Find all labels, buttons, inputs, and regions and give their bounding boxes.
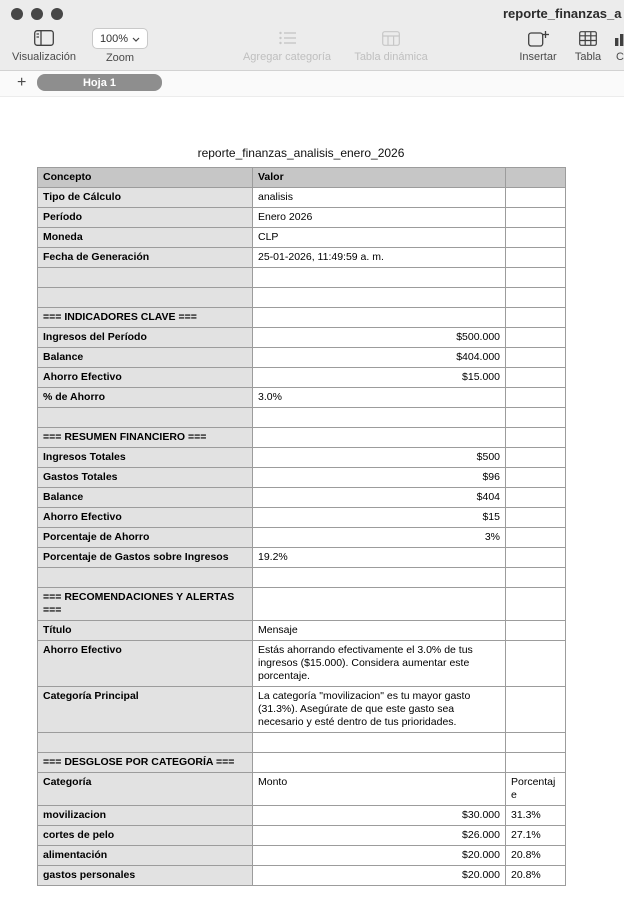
row-value-cell[interactable]	[253, 753, 506, 773]
row-value-cell[interactable]: $30.000	[253, 806, 506, 826]
sheet-tabbar	[0, 71, 624, 97]
table-row	[38, 846, 566, 866]
table-icon	[579, 28, 597, 48]
row-label-cell[interactable]: gastos personales	[38, 866, 253, 886]
chevron-down-icon	[132, 33, 140, 45]
table-row	[38, 508, 566, 528]
row-value-cell[interactable]: $404	[253, 488, 506, 508]
row-extra-cell[interactable]: 31.3%	[506, 806, 566, 826]
window-title: reporte_finanzas_a	[503, 6, 622, 21]
row-extra-cell[interactable]	[506, 208, 566, 228]
row-extra-cell[interactable]	[506, 188, 566, 208]
row-extra-cell[interactable]	[506, 308, 566, 328]
row-extra-cell[interactable]	[506, 528, 566, 548]
row-extra-cell[interactable]: 20.8%	[506, 846, 566, 866]
row-extra-cell[interactable]: 27.1%	[506, 826, 566, 846]
chart-icon	[612, 28, 624, 48]
table-row	[38, 348, 566, 368]
section-header-row	[38, 588, 566, 621]
header-cell-concepto[interactable]: Concepto	[38, 168, 253, 188]
row-value-cell[interactable]	[253, 428, 506, 448]
table-row	[38, 826, 566, 846]
row-extra-cell[interactable]	[506, 428, 566, 448]
row-extra-cell[interactable]	[506, 621, 566, 641]
row-value-cell[interactable]	[253, 308, 506, 328]
row-extra-cell[interactable]	[506, 568, 566, 588]
row-value-cell[interactable]: Estás ahorrando efectivamente el 3.0% de tus ingresos ($15.000). Considera aumentar este porcentaje.	[253, 641, 506, 687]
row-label-cell[interactable]: Ahorro Efectivo	[38, 508, 253, 528]
row-value-cell[interactable]: analisis	[253, 188, 506, 208]
row-label-cell[interactable]: Categoría Principal	[38, 687, 253, 733]
row-value-cell[interactable]	[253, 568, 506, 588]
add-sheet-button[interactable]: +	[15, 72, 28, 94]
row-extra-cell[interactable]	[506, 588, 566, 621]
section-header-row	[38, 308, 566, 328]
sheet-tab-label: Hoja 1	[82, 76, 116, 89]
row-label-cell[interactable]	[38, 408, 253, 428]
row-extra-cell[interactable]	[506, 641, 566, 687]
pivot-table-icon	[382, 28, 400, 48]
table-row	[38, 228, 566, 248]
toolbar-item-label: Zoom	[105, 52, 135, 64]
report-table	[37, 167, 566, 886]
row-value-cell[interactable]: $15	[253, 508, 506, 528]
row-value-cell[interactable]: CLP	[253, 228, 506, 248]
row-extra-cell[interactable]	[506, 268, 566, 288]
row-label-cell[interactable]: movilizacion	[38, 806, 253, 826]
section-header-row	[38, 428, 566, 448]
row-value-cell[interactable]: 25-01-2026, 11:49:59 a. m.	[253, 248, 506, 268]
table-row	[38, 866, 566, 886]
row-label-cell[interactable]: === DESGLOSE POR CATEGORÍA ===	[38, 753, 253, 773]
table-row	[38, 468, 566, 488]
row-value-cell[interactable]	[253, 408, 506, 428]
row-value-cell[interactable]	[253, 268, 506, 288]
row-label-cell[interactable]: Balance	[38, 348, 253, 368]
toolbar-item-label: Agregar categoría	[242, 51, 332, 63]
row-label-cell[interactable]: Porcentaje de Ahorro	[38, 528, 253, 548]
row-extra-cell[interactable]	[506, 488, 566, 508]
row-extra-cell[interactable]	[506, 753, 566, 773]
row-label-cell[interactable]: Ingresos Totales	[38, 448, 253, 468]
toolbar-item-label: Tabla dinámica	[354, 51, 428, 63]
table-row	[38, 773, 566, 806]
row-label-cell[interactable]: Porcentaje de Gastos sobre Ingresos	[38, 548, 253, 568]
empty-row	[38, 288, 566, 308]
table-row	[38, 548, 566, 568]
row-label-cell[interactable]: cortes de pelo	[38, 826, 253, 846]
row-value-cell[interactable]: $404.000	[253, 348, 506, 368]
row-label-cell[interactable]: Período	[38, 208, 253, 228]
table-row	[38, 208, 566, 228]
row-label-cell[interactable]: Categoría	[38, 773, 253, 806]
row-value-cell[interactable]	[253, 733, 506, 753]
toolbar-item-insertar[interactable]	[516, 28, 560, 63]
insert-icon	[528, 28, 549, 48]
toolbar	[0, 26, 624, 70]
row-value-cell[interactable]: Enero 2026	[253, 208, 506, 228]
table-row	[38, 368, 566, 388]
empty-row	[38, 568, 566, 588]
toolbar-item-visualizacion[interactable]	[6, 28, 82, 63]
table-row	[38, 641, 566, 687]
table-row	[38, 248, 566, 268]
toolbar-item-label: Tabla	[574, 51, 602, 63]
table-row	[38, 328, 566, 348]
row-value-cell[interactable]: $20.000	[253, 866, 506, 886]
titlebar[interactable]	[0, 0, 624, 26]
toolbar-item-zoom	[92, 28, 148, 64]
row-label-cell[interactable]: Fecha de Generación	[38, 248, 253, 268]
table-row	[38, 687, 566, 733]
row-label-cell[interactable]	[38, 268, 253, 288]
empty-row	[38, 268, 566, 288]
row-label-cell[interactable]: % de Ahorro	[38, 388, 253, 408]
row-value-cell[interactable]: Monto	[253, 773, 506, 806]
header-row	[38, 168, 566, 188]
row-extra-cell[interactable]	[506, 548, 566, 568]
row-extra-cell[interactable]	[506, 348, 566, 368]
empty-row	[38, 733, 566, 753]
toolbar-item-label: Visualización	[11, 51, 76, 63]
sidebar-view-icon	[34, 28, 54, 48]
row-label-cell[interactable]: === RECOMENDACIONES Y ALERTAS ===	[38, 588, 253, 621]
row-label-cell[interactable]	[38, 568, 253, 588]
section-header-row	[38, 753, 566, 773]
row-label-cell[interactable]: Tipo de Cálculo	[38, 188, 253, 208]
toolbar-item-tabla-dinamica[interactable]	[345, 28, 437, 63]
toolbar-item-label: C	[616, 51, 624, 63]
row-value-cell[interactable]: 3%	[253, 528, 506, 548]
row-extra-cell[interactable]: 20.8%	[506, 866, 566, 886]
table-row	[38, 806, 566, 826]
header-cell-valor[interactable]: Valor	[253, 168, 506, 188]
row-label-cell[interactable]	[38, 733, 253, 753]
row-label-cell[interactable]: === RESUMEN FINANCIERO ===	[38, 428, 253, 448]
row-extra-cell[interactable]	[506, 508, 566, 528]
toolbar-item-partial[interactable]	[612, 28, 624, 63]
row-label-cell[interactable]: Gastos Totales	[38, 468, 253, 488]
row-value-cell[interactable]: $26.000	[253, 826, 506, 846]
table-row	[38, 388, 566, 408]
table-row	[38, 448, 566, 468]
row-value-cell[interactable]: $500.000	[253, 328, 506, 348]
row-value-cell[interactable]	[253, 288, 506, 308]
row-extra-cell[interactable]	[506, 388, 566, 408]
toolbar-item-label: Insertar	[519, 51, 557, 63]
zoom-value: 100%	[99, 32, 129, 45]
row-extra-cell[interactable]: Porcentaje	[506, 773, 566, 806]
row-value-cell[interactable]	[253, 588, 506, 621]
header-cell-extra[interactable]	[506, 168, 566, 188]
row-label-cell[interactable]: === INDICADORES CLAVE ===	[38, 308, 253, 328]
window-chrome	[0, 0, 624, 71]
row-extra-cell[interactable]	[506, 687, 566, 733]
sheet-content	[0, 97, 624, 907]
row-value-cell[interactable]: $500	[253, 448, 506, 468]
zoom-dropdown[interactable]	[92, 28, 148, 49]
tab-hoja-1[interactable]	[37, 74, 162, 91]
row-label-cell[interactable]: Título	[38, 621, 253, 641]
table-row	[38, 528, 566, 548]
row-value-cell[interactable]: 19.2%	[253, 548, 506, 568]
row-extra-cell[interactable]	[506, 408, 566, 428]
row-label-cell[interactable]: Balance	[38, 488, 253, 508]
row-label-cell[interactable]	[38, 288, 253, 308]
row-extra-cell[interactable]	[506, 248, 566, 268]
row-extra-cell[interactable]	[506, 228, 566, 248]
row-value-cell[interactable]: $20.000	[253, 846, 506, 866]
minimize-button[interactable]	[31, 8, 43, 20]
table-row	[38, 488, 566, 508]
report-title: reporte_finanzas_analisis_enero_2026	[197, 146, 405, 160]
row-value-cell[interactable]: 3.0%	[253, 388, 506, 408]
row-label-cell[interactable]: Ahorro Efectivo	[38, 368, 253, 388]
row-extra-cell[interactable]	[506, 328, 566, 348]
traffic-lights	[11, 8, 63, 20]
row-value-cell[interactable]: La categoría "movilizacion" es tu mayor gasto (31.3%). Asegúrate de que este gasto sea necesario y esté dentro de tus prioridades.	[253, 687, 506, 733]
row-value-cell[interactable]: $15.000	[253, 368, 506, 388]
row-extra-cell[interactable]	[506, 468, 566, 488]
row-label-cell[interactable]: Ahorro Efectivo	[38, 641, 253, 687]
report-table-body	[38, 188, 566, 886]
table-row	[38, 621, 566, 641]
row-value-cell[interactable]: Mensaje	[253, 621, 506, 641]
toolbar-item-tabla[interactable]	[568, 28, 608, 63]
toolbar-item-agregar-categoria[interactable]	[237, 28, 337, 63]
close-button[interactable]	[11, 8, 23, 20]
row-value-cell[interactable]: $96	[253, 468, 506, 488]
row-extra-cell[interactable]	[506, 288, 566, 308]
row-extra-cell[interactable]	[506, 368, 566, 388]
row-extra-cell[interactable]	[506, 448, 566, 468]
fullscreen-button[interactable]	[51, 8, 63, 20]
row-label-cell[interactable]: alimentación	[38, 846, 253, 866]
empty-row	[38, 408, 566, 428]
category-list-icon	[279, 28, 296, 48]
table-row	[38, 188, 566, 208]
row-label-cell[interactable]: Ingresos del Período	[38, 328, 253, 348]
row-extra-cell[interactable]	[506, 733, 566, 753]
row-label-cell[interactable]: Moneda	[38, 228, 253, 248]
